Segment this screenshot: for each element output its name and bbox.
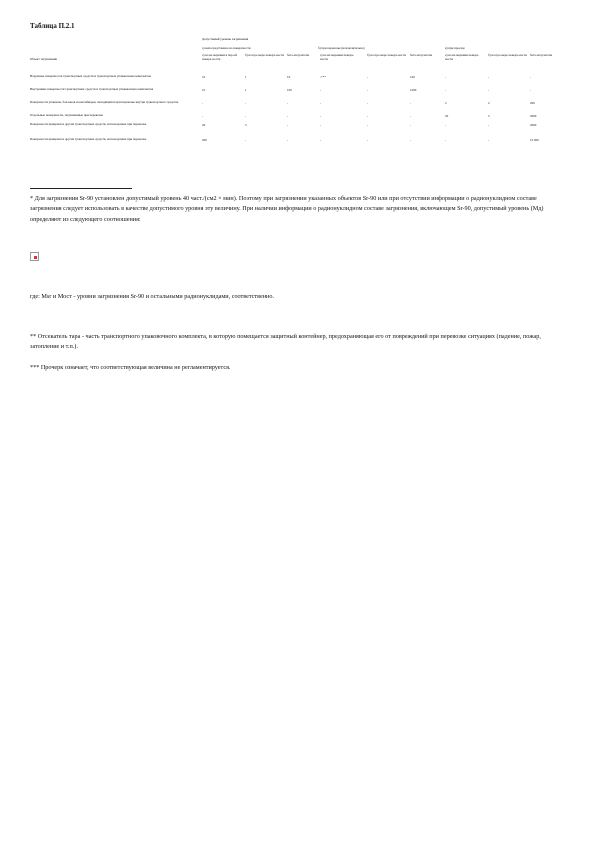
table-cell: - xyxy=(287,101,289,105)
table-cell: - xyxy=(410,114,412,118)
table-cell: - xyxy=(320,138,322,142)
table-cell: - xyxy=(488,75,490,79)
table-cell: - xyxy=(202,114,204,118)
table-column-header: б) на про-мере поверх-ности xyxy=(245,53,284,57)
table-cell: - xyxy=(367,138,369,142)
table-cell: - xyxy=(202,101,204,105)
table-cell: - xyxy=(488,123,490,127)
table-cell: - xyxy=(245,138,247,142)
table-cell: - xyxy=(320,101,322,105)
table-row-label: Внутренние поверхности транспортных средств и транспортных упаковочных комплектов xyxy=(30,87,154,91)
table-cell: - xyxy=(367,123,369,127)
table-cell: - xyxy=(320,88,322,92)
table-cell: 200 xyxy=(530,101,535,105)
table-cell: - xyxy=(320,114,322,118)
table-cell: - xyxy=(367,114,369,118)
table-cell: - xyxy=(287,123,289,127)
table-cell: - xyxy=(530,75,532,79)
table-cell: 2 xyxy=(445,101,447,105)
table-cell: 10 000 xyxy=(530,138,539,142)
table-cell: 1 xyxy=(245,88,247,92)
table-cell: - xyxy=(245,114,247,118)
footnote-rule xyxy=(30,188,132,189)
table-title: Таблица П.2.1 xyxy=(30,22,75,30)
table-cell: - xyxy=(445,123,447,127)
table-row-label: Поверхности упаковок, баллонов и контейнеров, находящихся при перевозке внутри транспортного средства xyxy=(30,100,179,104)
table-row-label: Поверхности прицепов и других транспортных средств, используемых при перевозке xyxy=(30,122,147,126)
table-cell: - xyxy=(445,75,447,79)
table-cell: - xyxy=(367,75,369,79)
formula-image xyxy=(30,252,39,261)
table-cell: 1000 xyxy=(410,88,417,92)
table-cell: - xyxy=(445,138,447,142)
table-header-group: Допустимый уровень загрязнения xyxy=(202,37,249,41)
table-cell: - xyxy=(410,101,412,105)
footnote-1: * Для загрязнения Sr-90 установлен допустимый уровень 40 част./(см2 × мин). Поэтому при загрязнении указанных объектов Sr-90 или при отсутствии информации о радионуклидном составе загрязнения следует использовать в качестве допустимого уровня эту величину. При наличии информации о радионуклидном составе загрязнения, включающем Sr-90, допустимый уровень (Мд) определяют из следующего соотношения: xyxy=(30,195,544,223)
table-row-label: Наружные поверхности транспортных средств и транспортных упаковочных комплектов xyxy=(30,74,151,78)
table-column-header: а) на из-мерении поверх-ности xyxy=(445,53,480,61)
table-cell: 10 xyxy=(202,88,206,92)
table-cell: 1 xyxy=(245,75,247,79)
table-cell: - xyxy=(320,123,322,127)
table-cell: 10 xyxy=(202,75,206,79)
footnote-2: ** Отсекатель тара - часть транспортного упаковочного комплекта, в которую помещается защитный контейнер, предохраняющая его от повреждений при перевозке ситуациях (падение, пожар, затопление и т.п.). xyxy=(30,333,541,351)
table-subgroup-1: а) непосредственно на поверхности xyxy=(202,46,251,50)
table-cell: 200 xyxy=(202,138,207,142)
table-cell: - xyxy=(410,123,412,127)
table-subgroup-3: в) при проезде xyxy=(445,46,465,50)
table-cell: - xyxy=(245,101,247,105)
table-column-header: б) на про-мере поверх-ности xyxy=(488,53,527,57)
table-column-header: бета-излучатели xyxy=(530,53,553,57)
table-cell: 2 xyxy=(488,101,490,105)
table-cell: - xyxy=(367,101,369,105)
table-cell: 10 xyxy=(287,75,291,79)
table-subgroup-2: б) при перевозке (исключительно) xyxy=(318,46,365,50)
table-cell: 100 xyxy=(287,88,292,92)
table-cell: - xyxy=(367,88,369,92)
table-cell: 2000 xyxy=(530,123,537,127)
table-cell: - xyxy=(287,114,289,118)
table-cell: 5 xyxy=(245,123,247,127)
table-cell: 5 xyxy=(488,114,490,118)
table-column-header: б) на про-мере поверх-ности xyxy=(367,53,406,57)
table-cell: 100 xyxy=(410,75,415,79)
footnote-definitions: где: Мsr и Мост - уровни загрязнения Sr-90 и остальными радионуклидами, соответственно. xyxy=(30,293,275,300)
table-cell: 2000 xyxy=(530,114,537,118)
table-row-label: Отдельные поверхности, загрязненные при перевозке xyxy=(30,113,104,117)
table-cell: - xyxy=(488,138,490,142)
table-cell: - xyxy=(410,138,412,142)
table-row-label: Поверхности прицепов и других транспортных средств, используемых при перевозке xyxy=(30,137,147,141)
table-cell: 20 xyxy=(445,114,449,118)
table-cell: - xyxy=(488,88,490,92)
table-column-header: а) на из-мерении в пер-ой поверх-ности xyxy=(202,53,237,61)
table-cell: - xyxy=(287,138,289,142)
table-cell: - xyxy=(445,88,447,92)
footnote-3: *** Прочерк означает, что соответствующая величина не регламентируется. xyxy=(30,364,231,371)
table-cell: - xyxy=(530,88,532,92)
table-column-header: бета-излучатели xyxy=(287,53,310,57)
table-first-col-header: Объект загрязнения xyxy=(30,57,57,61)
table-cell: 20 xyxy=(202,123,206,127)
table-column-header: бета-излучатели xyxy=(410,53,433,57)
table-cell: -*** xyxy=(320,75,326,79)
table-column-header: а) на из-мерении поверх-ности xyxy=(320,53,355,61)
